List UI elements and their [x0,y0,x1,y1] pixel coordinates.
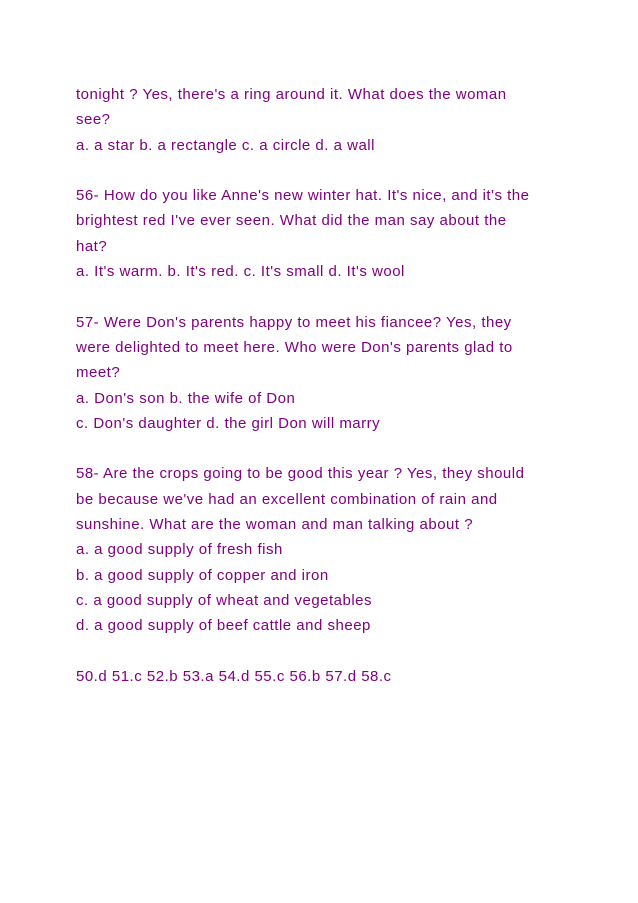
text-line: tonight ? Yes, there's a ring around it. What does the woman [76,86,507,103]
text-line: 56- How do you like Anne's new winter hat. It's nice, and it's the [76,187,530,205]
question-58 [76,461,576,638]
answer-options: a. It's warm. b. It's red. c. It's small d. It's wool [76,263,405,281]
text-line: 58- Are the crops going to be good this year ? Yes, they should [76,465,525,483]
answer-key [76,664,576,689]
text-line: see? [76,111,111,129]
answer-options: a. Don's son b. the wife of Don [76,389,296,407]
paragraph-gap [76,436,576,461]
paragraph-gap [76,284,576,309]
question-57 [76,310,576,436]
text-line: meet? [76,364,121,382]
text-line: sunshine. What are the woman and man talking about ? [76,516,474,534]
paragraph-gap [76,639,576,664]
answer-option: a. a good supply of fresh fish [76,541,283,559]
text-line: be because we've had an excellent combination of rain and [76,490,498,508]
question-56 [76,183,576,284]
text-line: brightest red I've ever seen. What did the man say about the [76,212,507,230]
answer-option: c. a good supply of wheat and vegetables [76,591,373,609]
answer-options: c. Don's daughter d. the girl Don will marry [76,414,381,432]
answer-options: a. a star b. a rectangle c. a circle d. a wall [76,136,375,154]
question-55-continuation [76,82,576,158]
text-line: were delighted to meet here. Who were Don's parents glad to [76,338,513,356]
text-line: 57- Were Don's parents happy to meet his fiancee? Yes, they [76,313,512,331]
answer-key-line: 50.d 51.c 52.b 53.a 54.d 55.c 56.b 57.d 58.c [76,667,392,685]
text-line: hat? [76,237,108,255]
answer-option: d. a good supply of beef cattle and sheep [76,617,371,635]
document-body [76,82,576,689]
answer-option: b. a good supply of copper and iron [76,566,329,584]
paragraph-gap [76,158,576,183]
